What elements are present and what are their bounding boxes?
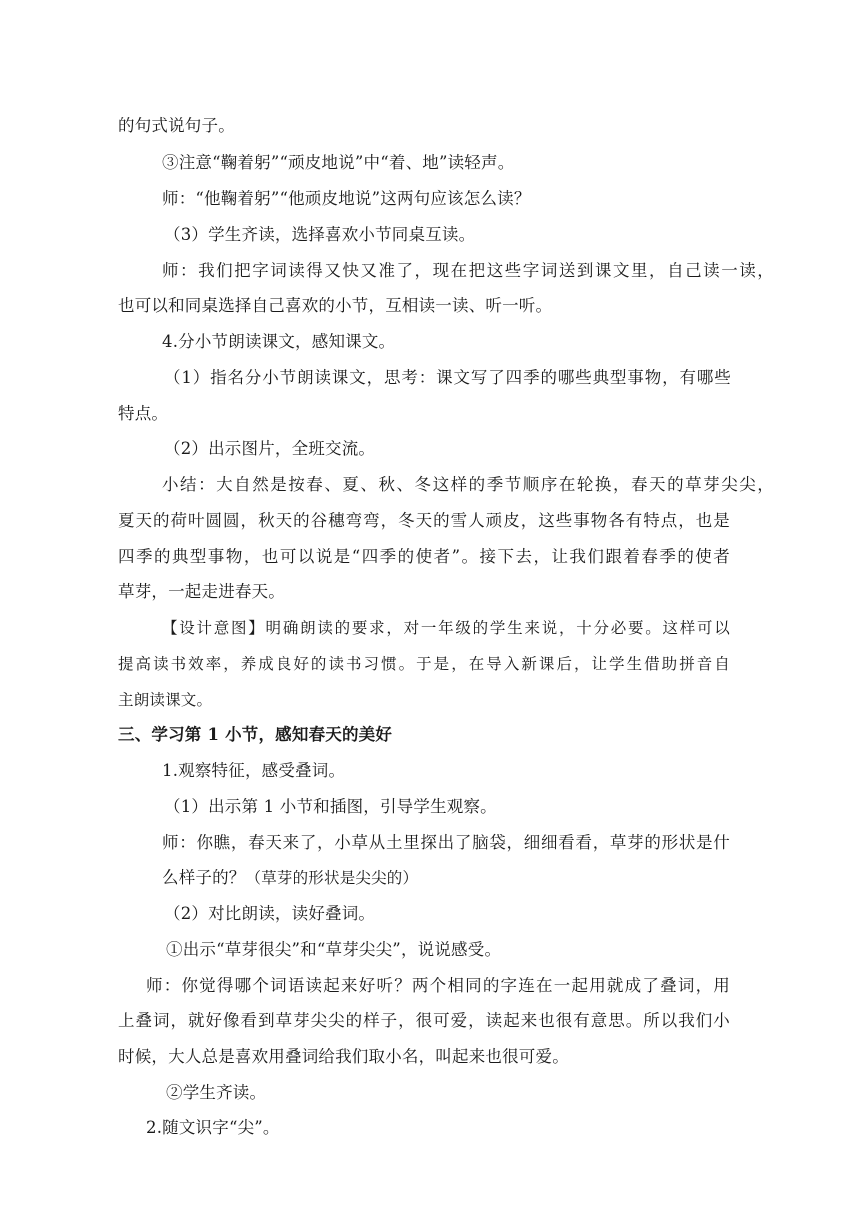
text-line: 师：我们把字词读得又快又准了，现在把这些字词送到课文里，自己读一读， (162, 261, 774, 280)
text-line: （2）出示图片，全班交流。 (164, 439, 376, 458)
text-line: （1）指名分小节朗读课文，思考：课文写了四季的哪些典型事物，有哪些 (164, 368, 731, 387)
text-line: 也可以和同桌选择自己喜欢的小节，互相读一读、听一听。 (118, 296, 553, 315)
text-line: 4.分小节朗读课文，感知课文。 (162, 332, 396, 351)
text-line: 特点。 (118, 404, 169, 423)
text-line: ①出示“草芽很尖”和“草芽尖尖”，说说感受。 (166, 940, 502, 959)
text-line: 小结：大自然是按春、夏、秋、冬这样的季节顺序在轮换，春天的草芽尖尖， (162, 475, 774, 494)
text-line: 时候，大人总是喜欢用叠词给我们取小名，叫起来也很可爱。 (118, 1047, 569, 1066)
design-intent-line: 【设计意图】明确朗读的要求，对一年级的学生来说，十分必要。这样可以 (162, 619, 730, 637)
text-line: 草芽，一起走进春天。 (118, 582, 285, 601)
text-line: 上叠词，就好像看到草芽尖尖的样子，很可爱，读起来也很有意思。所以我们小 (118, 1011, 730, 1030)
text-line: （2）对比朗读，读好叠词。 (164, 904, 376, 923)
answer-note: （草芽的形状是尖尖的） (245, 869, 419, 887)
text-line: 2.随文识字“尖”。 (146, 1118, 280, 1137)
text-line: （1）出示第 1 小节和插图，引导学生观察。 (164, 797, 497, 816)
text-line: 夏天的荷叶圆圆，秋天的谷穗弯弯，冬天的雪人顽皮，这些事物各有特点，也是 (118, 511, 730, 530)
text-line: ②学生齐读。 (166, 1083, 267, 1102)
text-line: 四季的典型事物，也可以说是“四季的使者”。接下去，让我们跟着春季的使者 (118, 547, 730, 566)
text-line: 的句式说句子。 (118, 116, 235, 135)
text-line: 师：“他鞠着躬”“他顽皮地说”这两句应该怎么读？ (162, 189, 531, 208)
text-line: （3）学生齐读，选择喜欢小节同桌互读。 (164, 225, 476, 244)
text-line: 师：你觉得哪个词语读起来好听？两个相同的字连在一起用就成了叠词，用 (146, 976, 730, 995)
text-line: 1.观察特征，感受叠词。 (162, 761, 346, 780)
design-intent-line: 提高读书效率，养成良好的读书习惯。于是，在导入新课后，让学生借助拼音自 (118, 655, 730, 673)
design-intent-line: 主朗读课文。 (118, 691, 213, 709)
text-line: 师：你瞧，春天来了，小草从土里探出了脑袋，细细看看，草芽的形状是什 (162, 833, 730, 852)
text-line: ③注意“鞠着躬”“顽皮地说”中“着、地”读轻声。 (162, 153, 515, 172)
text-line (162, 867, 418, 889)
section-heading: 三、学习第 1 小节，感知春天的美好 (118, 725, 393, 744)
text-segment: 么样子的？ (162, 868, 246, 887)
